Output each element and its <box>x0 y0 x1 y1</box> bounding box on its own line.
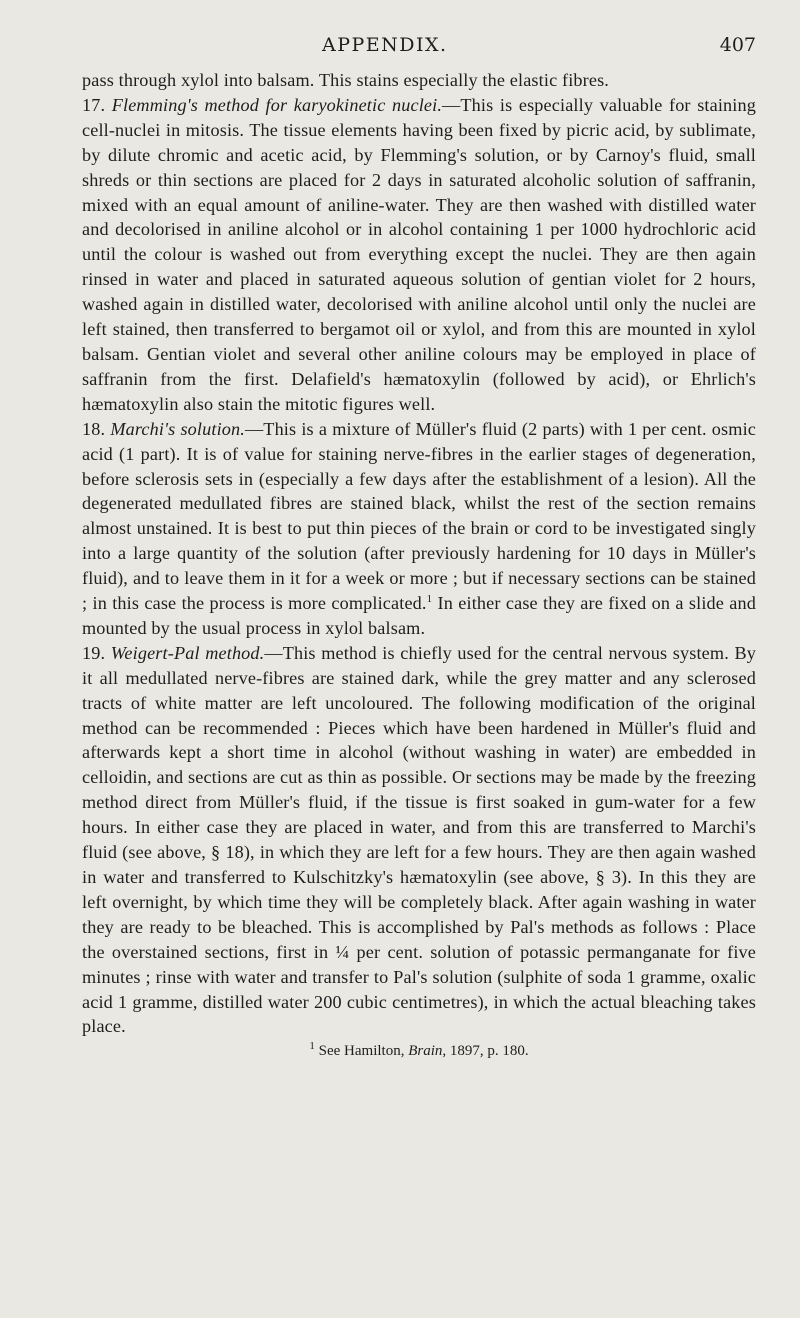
footnote-marker: 1 <box>309 1040 315 1053</box>
section-19 <box>82 641 756 1040</box>
section-17 <box>82 93 756 417</box>
running-head-title: APPENDIX. <box>322 34 448 56</box>
footnote <box>82 1041 756 1061</box>
section-17-title: Flemming's method for karyokinetic nuclei. <box>111 94 443 115</box>
footnote-text-b: , 1897, p. 180. <box>442 1043 529 1060</box>
section-19-title: Weigert-Pal method. <box>110 642 265 663</box>
section-17-number: 17. <box>82 94 106 115</box>
section-18 <box>82 417 756 641</box>
section-19-text: —This method is chiefly used for the central nervous system. By it all medullated nerve-fibres are stained dark, while the grey matter and any sclerosed tracts of white matter are left uncoloured. The following modification of the original method can be recommended : Pieces which have been hardened in Müller's fluid and afterwards kept a short time in alcohol (without washing in water) are embedded in celloidin, and sections are cut as thin as possible. Or sections may be made by the freezing method direct from Müller's fluid, if the tissue is first soaked in gum-water for a few hours. In either case they are placed in water, and from this are transferred to Marchi's fluid (see above, § 18), in which they are left for a few hours. They are then again washed in water and transferred to Kulschitzky's hæmatoxylin (see above, § 3). In this they are left overnight, by which time they will be completely black. After again washing in water they are ready to be bleached. This is accomplished by Pal's methods as follows : Place the overstained sections, first in ¼ per cent. solution of potassic permanganate for five minutes ; rinse with water and transfer to Pal's solution (sulphite of soda 1 gramme, oxalic acid 1 gramme, distilled water 200 cubic centimetres), in which the actual bleaching takes place. <box>82 642 757 1037</box>
footnote-text-a: See Hamilton, <box>314 1043 409 1060</box>
section-18-text-b: In either case they are fixed on a slide and mounted by the usual process in xylol balsam. <box>82 593 756 638</box>
section-18-title: Marchi's solution. <box>110 418 245 439</box>
body-text <box>82 68 756 1039</box>
footnote-source: Brain <box>408 1043 443 1060</box>
footnote-reference: 1 <box>426 592 433 605</box>
section-19-number: 19. <box>82 642 106 663</box>
running-head <box>82 34 756 68</box>
section-18-text-a: —This is a mixture of Müller's fluid (2 parts) with 1 per cent. osmic acid (1 part). It is of value for staining nerve-fibres in the earlier stages of degeneration, before sclerosis sets in (especially a few days after the establishment of a lesion). All the degenerated medullated fibres are stained black, whilst the rest of the section remains almost unstained. It is best to put thin pieces of the brain or cord to be investigated singly into a large quantity of the solution (after previously hardening for 10 days in Müller's fluid), and to leave them in it for a week or more ; but if necessary sections can be stained ; in this case the process is more complicated. <box>82 418 756 614</box>
paragraph-continuation: pass through xylol into balsam. This stains especially the elastic fibres. <box>82 70 609 90</box>
section-18-number: 18. <box>82 418 106 439</box>
page-number: 407 <box>719 34 756 56</box>
section-17-text: —This is especially valuable for staining cell-nuclei in mitosis. The tissue elements having been fixed by picric acid, by sublimate, by dilute chromic and acetic acid, by Flemming's solution, or by Carnoy's fluid, small shreds or thin sections are placed for 2 days in saturated alcoholic solution of saffranin, mixed with an equal amount of aniline-water. They are then washed with distilled water and decolorised in aniline alcohol or in alcohol containing 1 per 1000 hydrochloric acid until the colour is washed out from everything except the nuclei. They are then again rinsed in water and placed in saturated aqueous solution of gentian violet for 2 hours, washed again in distilled water, decolorised with aniline alcohol until only the nuclei are left stained, then transferred to bergamot oil or xylol, and from this are mounted in xylol balsam. Gentian violet and several other aniline colours may be employed in place of saffranin from the first. Delafield's hæmatoxylin (followed by acid), or Ehrlich's hæmatoxylin also stain the mitotic figures well. <box>82 94 756 414</box>
